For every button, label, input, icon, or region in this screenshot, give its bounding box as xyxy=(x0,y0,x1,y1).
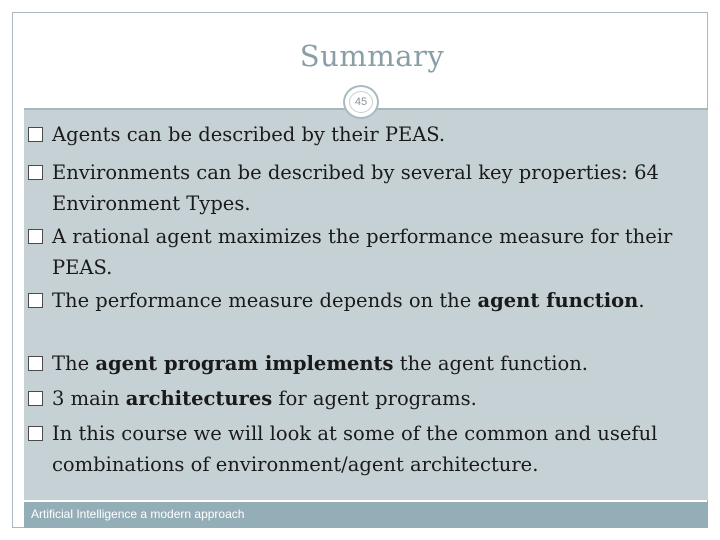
bullet-5-text xyxy=(52,348,708,379)
checkbox-bullet-icon xyxy=(28,356,43,371)
bullet-4-end: . xyxy=(638,289,645,312)
bullet-1 xyxy=(28,119,708,150)
page-number-badge xyxy=(343,85,379,119)
bullet-7 xyxy=(28,418,708,480)
bullet-7-text: In this course we will look at some of the common and useful combinations of environment/agent architecture. xyxy=(52,422,658,476)
bullet-6-bold: architectures xyxy=(125,387,273,410)
bullet-5 xyxy=(28,348,708,379)
bullet-5-bold: agent program implements xyxy=(95,352,394,375)
bullet-4-bold: agent function xyxy=(477,289,639,312)
checkbox-bullet-icon xyxy=(28,391,43,406)
bullet-6 xyxy=(28,383,708,414)
bullet-3 xyxy=(28,221,708,283)
bullet-4 xyxy=(28,285,708,316)
bullet-6-text xyxy=(52,383,708,414)
bullet-5-end: the agent function. xyxy=(393,352,588,375)
checkbox-bullet-icon xyxy=(28,293,43,308)
bullet-1-text: Agents can be described by their PEAS. xyxy=(52,123,446,146)
bullet-2-text: Environments can be described by several key properties: 64 Environment Types. xyxy=(52,161,659,215)
page-number: 45 xyxy=(349,91,373,113)
checkbox-bullet-icon xyxy=(28,165,43,180)
bullet-6-end: for agent programs. xyxy=(272,387,477,410)
bullet-5-pre: The xyxy=(52,352,96,375)
checkbox-bullet-icon xyxy=(28,426,43,441)
bullet-4-plain: The performance measure depends on the xyxy=(52,289,478,312)
bullet-4-text xyxy=(52,285,708,316)
checkbox-bullet-icon xyxy=(28,229,43,244)
slide-title: Summary xyxy=(299,39,445,73)
bullet-3-text: A rational agent maximizes the performance measure for their PEAS. xyxy=(52,225,673,279)
footer-text: Artificial Intelligence a modern approach xyxy=(31,507,245,521)
bullet-2 xyxy=(28,157,708,219)
checkbox-bullet-icon xyxy=(28,127,43,142)
bullet-6-pre: 3 main xyxy=(52,387,126,410)
